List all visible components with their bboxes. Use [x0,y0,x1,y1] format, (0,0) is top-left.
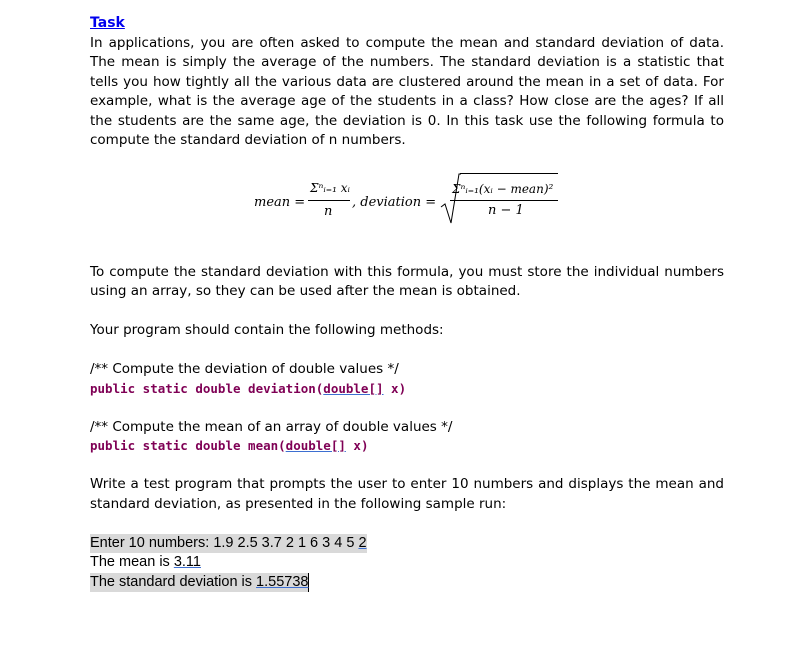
mean-label: mean = [254,194,306,210]
mean-sig-prefix: public static double mean( [90,438,286,453]
methods-intro: Your program should contain the following methods: [90,322,444,338]
deviation-signature [90,380,724,397]
sample-input-last: 2 [358,534,367,551]
sample-line-deviation [90,573,309,593]
deviation-sig-suffix: x) [383,380,407,396]
sample-mean-prefix: The mean is [90,554,174,570]
sample-run [90,534,724,593]
deviation-denominator: n − 1 [488,202,524,218]
sample-mean-value: 3.11 [173,554,201,570]
deviation-sig-prefix: public static double deviation( [90,380,324,396]
task-heading-link[interactable]: Task [90,15,125,31]
mean-fraction-bar [308,200,350,201]
formula-block [90,151,724,243]
radical-overline [460,173,558,174]
mean-signature [90,437,724,454]
array-note-paragraph: To compute the standard deviation with this formula, you must store the individual numbers using an array, so they can be used after the mean is obtained. [90,263,724,299]
sample-input-prefix: Enter 10 numbers: 1.9 2.5 3.7 2 1 6 3 4 5 [90,534,359,551]
deviation-label: , deviation = [352,194,437,210]
deviation-sig-param: double[] [323,380,384,396]
mean-comment: /** Compute the mean of an array of double values */ [90,418,453,435]
sample-line-input [90,534,367,554]
intro-paragraph: In applications, you are often asked to compute the mean and standard deviation of data. The mean is simply the average of the numbers. The standard deviation is a statistic that tells you how tightly all the various data are clustered around the mean in a set of data. For example, what is the average age of the students in a class? How close are the ages? If all the students are the same age, the deviation is 0. In this task use the following formula to compute the standard deviation of n numbers. [90,34,724,148]
mean-sig-suffix: x) [345,438,369,453]
sample-line-mean [90,553,201,573]
sample-deviation-prefix: The standard deviation is [90,573,257,590]
mean-numerator: Σⁿᵢ₌₁ xᵢ [310,180,350,195]
mean-denominator: n [324,203,333,219]
deviation-fraction-bar [450,200,558,201]
sample-deviation-value: 1.55738 [256,573,309,593]
mean-sig-param: double[] [285,438,346,453]
deviation-numerator: Σⁿᵢ₌₁(xᵢ − mean)² [452,181,554,196]
square-root-icon [440,173,462,225]
deviation-comment: /** Compute the deviation of double values */ [90,361,399,377]
document-page [90,14,724,592]
test-instructions: Write a test program that prompts the user to enter 10 numbers and displays the mean and standard deviation, as presented in the following sample run: [90,476,724,512]
